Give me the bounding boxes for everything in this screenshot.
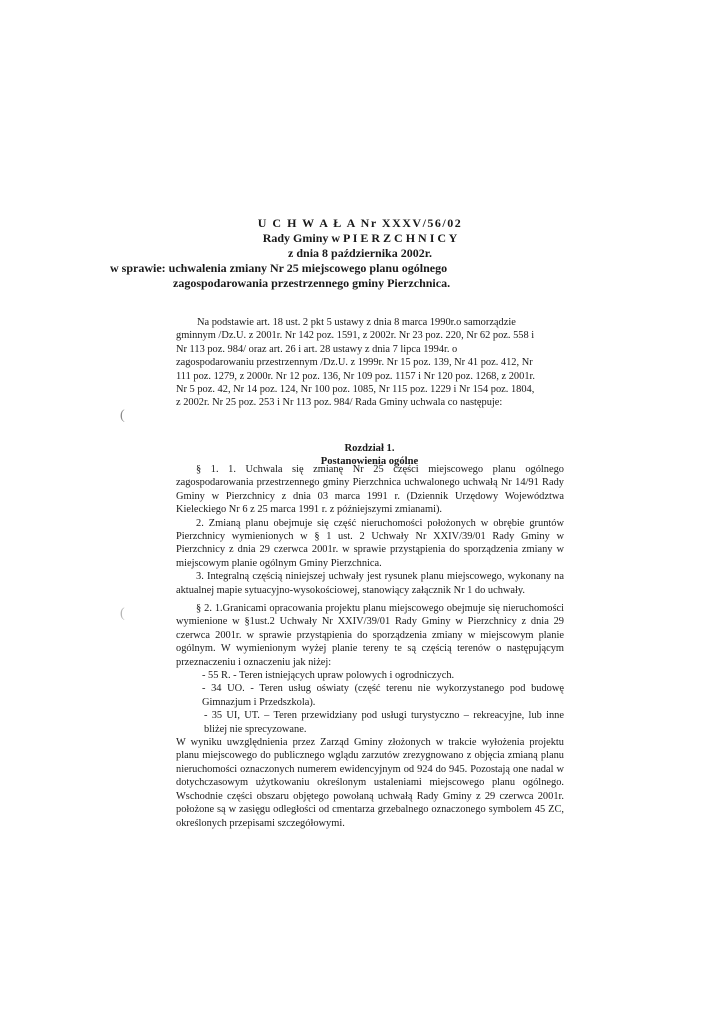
- legal-basis-line: Na podstawie art. 18 ust. 2 pkt 5 ustawy z dnia 8 marca 1990r.o samorządzie: [197, 317, 516, 328]
- resolution-subject-cont: zagospodarowania przestrzennego gminy Pierzchnica.: [173, 276, 451, 290]
- scan-artifact-bracket: (: [120, 408, 125, 423]
- chapter-title: Rozdział 1.: [344, 443, 395, 454]
- section-1-paragraph: § 1. 1. Uchwala się zmianę Nr 25 części miejscowego planu ogólnego zagospodarowania przestrzennego gminy Pierzchnica uchwalonego uchwałą Nr 14/91 Rady Gminy w Pierzchnicy z dnia 03 marca 1991 r. (Dziennik Urzędowy Województwa Kieleckiego Nr 6 z 25 marca 1991 r. z późniejszymi zmianami).: [176, 464, 564, 516]
- council-name: Rady Gminy w P I E R Z C H N I C Y: [262, 231, 458, 245]
- section-2: [176, 602, 564, 830]
- legal-basis-line: Nr 113 poz. 984/ oraz art. 26 i art. 28 ustawy z dnia 7 lipca 1994r. o: [176, 343, 458, 355]
- legal-basis-line: gminnym /Dz.U. z 2001r. Nr 142 poz. 1591, z 2002r. Nr 23 poz. 220, Nr 62 poz. 558 i: [176, 330, 535, 342]
- scan-artifact-bracket: (: [120, 606, 125, 621]
- chapter-subtitle: Postanowienia ogólne: [320, 456, 419, 467]
- legal-basis-line: z 2002r. Nr 25 poz. 253 i Nr 113 poz. 984/ Rada Gminy uchwala co następuje:: [176, 397, 503, 409]
- resolution-subject: w sprawie: uchwalenia zmiany Nr 25 miejscowego planu ogólnego: [110, 261, 448, 275]
- section-1-paragraph: 2. Zmianą planu obejmuje się część nieruchomości położonych w obrębie gruntów Pierzchnicy wymienionych w § 1 ust. 2 Uchwały Nr XXIV/39/01 Rady Gminy w Pierzchnicy z dnia 29 czerwca 2001r. w sprawie przystąpienia do sporządzenia zmiany w miejscowym planie ogólnym Gminy Pierzchnica.: [176, 517, 564, 569]
- land-use-item: - 55 R. - Teren istniejących upraw polowych i ogrodniczych.: [202, 670, 455, 682]
- legal-basis-line: zagospodarowaniu przestrzennym /Dz.U. z 1999r. Nr 15 poz. 139, Nr 41 poz. 412, Nr: [176, 357, 533, 369]
- section-2-intro: § 2. 1.Granicami opracowania projektu planu miejscowego obejmuje się nieruchomości wymienione w §1ust.2 Uchwały Nr XXIV/39/01 Rady Gminy w Pierzchnicy z dnia 29 czerwca 2001r. w sprawie przystąpienia do sporządzenia zmiany w miejscowym planie ogólnym. W wymienionym wyżej planie tereny te są częścią terenów o następującym przeznaczeniu i oznaczeniu jak niżej:: [176, 603, 564, 668]
- land-use-item: - 34 UO. - Teren usług oświaty (część terenu nie wykorzystanego pod budowę Gimnazjum i Przedszkola).: [202, 683, 564, 708]
- legal-basis-line: Nr 5 poz. 42, Nr 14 poz. 124, Nr 100 poz. 1085, Nr 115 poz. 1229 i Nr 154 poz. 1804,: [176, 384, 535, 396]
- section-1: [176, 463, 564, 597]
- land-use-item: - 35 UI, UT. – Teren przewidziany pod usługi turystyczno – rekreacyjne, lub inne bliżej nie sprecyzowane.: [204, 710, 564, 735]
- resolution-number: U C H W A Ł A Nr XXXV/56/02: [257, 216, 463, 230]
- section-1-paragraph: 3. Integralną częścią niniejszej uchwały jest rysunek planu miejscowego, wykonany na aktualnej mapie sytuacyjno-wysokościowej, stanowiący załącznik Nr 1 do uchwały.: [176, 571, 564, 596]
- legal-basis-line: 111 poz. 1279, z 2000r. Nr 12 poz. 136, Nr 109 poz. 1157 i Nr 120 poz. 1268, z 2001r.: [176, 370, 536, 382]
- legal-basis-paragraph: [176, 316, 563, 410]
- resolution-header: [110, 216, 570, 291]
- section-2-closing: W wyniku uwzględnienia przez Zarząd Gminy złożonych w trakcie wyłożenia projektu planu miejscowego do publicznego wglądu zarzutów zrezygnowano z objęcia zmianą planu nieruchomości oznaczonych numerem ewidencyjnym od 924 do 945. Pozostają one nadal w dotychczasowym użytkowaniu określonym ustaleniami miejscowego planu ogólnego. Wschodnie części obszaru objętego powołaną uchwałą Rady Gminy z 29 czerwca 2001r. położone są w zasięgu odległości od cmentarza grzebalnego oznaczonego symbolem 45 ZC, określonych przepisami szczegółowymi.: [176, 737, 564, 829]
- resolution-date: z dnia 8 października 2002r.: [288, 246, 432, 260]
